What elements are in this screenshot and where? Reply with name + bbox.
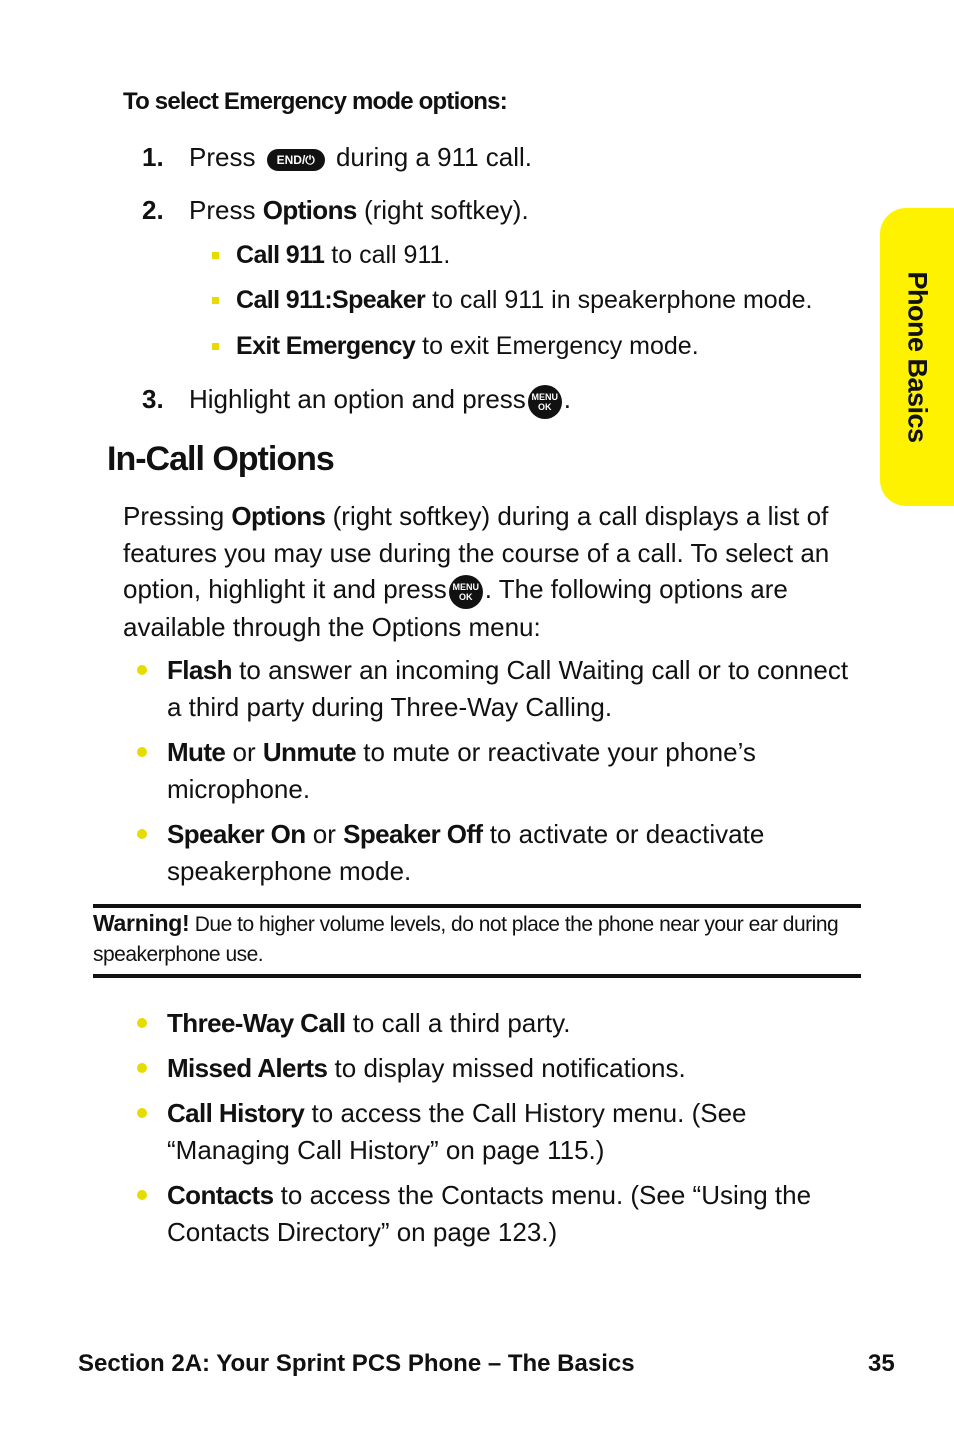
- bullet-dot-icon: [137, 829, 147, 839]
- bullet-dot-icon: [137, 1108, 147, 1118]
- warning-note: [93, 908, 863, 970]
- sub-option-text: to call 911.: [331, 241, 451, 269]
- option-bold: Speaker On: [167, 819, 306, 849]
- sub-option-text: to call 911 in speakerphone mode.: [432, 286, 813, 314]
- side-tab-label: Phone Basics: [902, 271, 933, 443]
- option-text: to access the Call History menu. (See “Managing Call History” on page 115.): [167, 1098, 747, 1165]
- bullet-dot-icon: [137, 747, 147, 757]
- option-bold: Missed Alerts: [167, 1053, 328, 1083]
- intro-paragraph: [123, 498, 863, 646]
- paragraph-text: . The following options are available through the Options menu:: [123, 574, 788, 642]
- option-bold: Unmute: [262, 737, 357, 767]
- bullet-dot-icon: [137, 1190, 147, 1200]
- section-title: In-Call Options: [107, 440, 334, 478]
- option-text: to activate or deactivate speakerphone mode.: [167, 819, 765, 886]
- option-text: to access the Contacts menu. (See “Using the Contacts Directory” on page 123.): [167, 1180, 812, 1247]
- option-bold: Flash: [167, 655, 232, 685]
- step-text: during a 911 call.: [335, 142, 533, 172]
- option-bold: Contacts: [167, 1180, 274, 1210]
- emergency-options-heading: To select Emergency mode options:: [123, 88, 507, 115]
- step-text: Press: [189, 142, 256, 172]
- sub-option-bold: Call 911: [236, 241, 325, 269]
- option-bold: Call History: [167, 1098, 305, 1128]
- paragraph-text: Pressing: [123, 501, 225, 531]
- option-text: to display missed notifications.: [334, 1053, 686, 1083]
- warning-text: Due to higher volume levels, do not place the phone near your ear during speakerphone use.: [93, 913, 839, 966]
- step-number: 1.: [142, 142, 164, 172]
- option-text: to call a third party.: [352, 1008, 571, 1038]
- option-bold: Speaker Off: [343, 819, 483, 849]
- side-tab: [880, 208, 954, 506]
- step-text: .: [563, 384, 572, 414]
- option-text: to mute or reactivate your phone’s microphone.: [167, 737, 756, 804]
- sub-option-bold: Call 911:Speaker: [236, 286, 426, 314]
- bullet-dot-icon: [137, 1018, 147, 1028]
- square-bullet-icon: [212, 252, 219, 259]
- step-number: 2.: [142, 195, 164, 225]
- bullet-dot-icon: [137, 665, 147, 675]
- step-text: Press: [189, 195, 256, 225]
- square-bullet-icon: [212, 343, 219, 350]
- menu-ok-key-icon: MENU OK: [528, 385, 562, 419]
- sub-option-bold: Exit Emergency: [236, 332, 416, 360]
- sub-option-text: to exit Emergency mode.: [422, 332, 699, 360]
- option-text: or: [312, 819, 336, 849]
- option-text: to answer an incoming Call Waiting call or to connect a third party during Three-Way Calling.: [167, 655, 849, 722]
- option-bold: Mute: [167, 737, 226, 767]
- step-number: 3.: [142, 384, 164, 414]
- paragraph-text: (right softkey) during a call displays a list of features you may use during the course of a call. To select an option, highlight it and press: [123, 501, 830, 604]
- warning-label: Warning!: [93, 910, 190, 936]
- page-number: 35: [868, 1350, 895, 1377]
- step-text: (right softkey).: [363, 195, 529, 225]
- step-bold: Options: [262, 195, 357, 225]
- option-text: or: [232, 737, 256, 767]
- square-bullet-icon: [212, 297, 219, 304]
- bullet-dot-icon: [137, 1063, 147, 1073]
- end-key-icon: END/⏻: [267, 149, 325, 171]
- paragraph-bold: Options: [231, 501, 326, 531]
- divider: [93, 974, 861, 978]
- step-text: Highlight an option and press: [189, 384, 526, 414]
- menu-ok-key-icon: MENU OK: [449, 575, 483, 609]
- option-bold: Three-Way Call: [167, 1008, 346, 1038]
- footer-section: Section 2A: Your Sprint PCS Phone – The Basics: [78, 1350, 635, 1377]
